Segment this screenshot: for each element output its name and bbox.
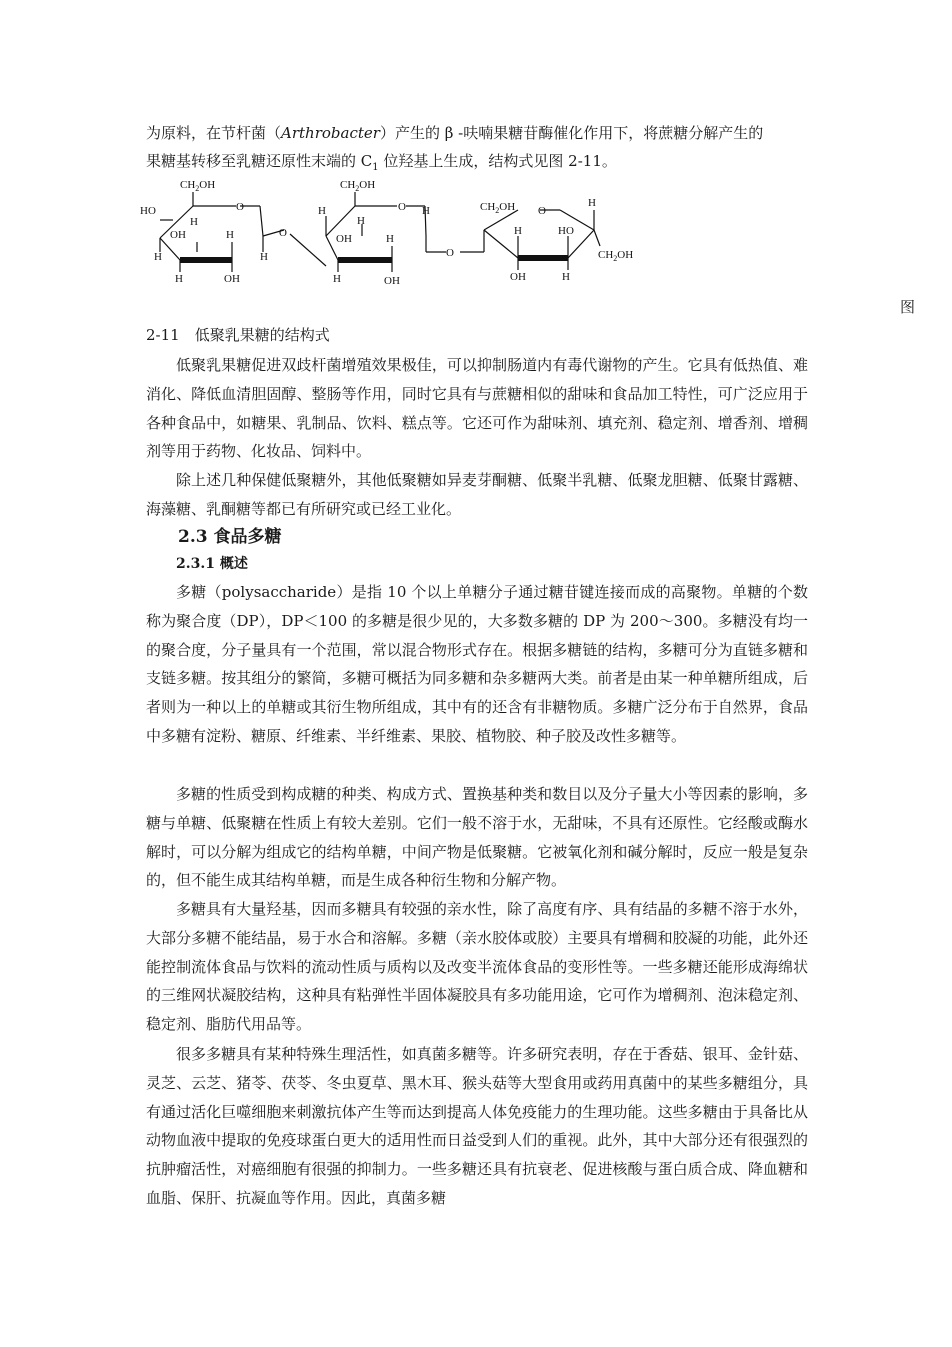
intro-italic-term: Arthrobacter: [281, 124, 380, 142]
paragraph-5: 多糖具有大量羟基，因而多糖具有较强的亲水性，除了高度有序、具有结晶的多糖不溶于水外，大部分多糖不能结晶，易于水合和溶解。多糖（亲水胶体或胶）主要具有增稠和胶凝的功能，此外还能控制流体食品与饮料的流动性质与质构以及改变半流体食品的变形性等。一些多糖还能形成海绵状的三维网状凝胶结构，这种具有粘弹性半固体凝胶具有多功能用途，它可作为增稠剂、泡沫稳定剂、稳定剂、脂肪代用品等。: [146, 900, 808, 1034]
paragraph-4: 多糖的性质受到构成糖的种类、构成方式、置换基种类和数目以及分子量大小等因素的影响，多糖与单糖、低聚糖在性质上有较大差别。它们一般不溶于水，无甜味，不具有还原性。它经酸或酶水解时，可以分解为组成它的结构单糖，中间产物是低聚糖。它被氧化剂和碱分解时，反应一般是复杂的，但不能生成其结构单糖，而是生成各种衍生物和分解产物。: [146, 785, 808, 890]
intro-text: 为原料，在节杆菌（: [146, 124, 282, 142]
ring1-h-bottom-label: H: [175, 273, 183, 285]
link-o-label: O: [446, 247, 454, 259]
ring1-h-inner-label: H: [190, 216, 198, 228]
intro-text: ）产生的 β -呋喃果糖苷酶催化作用下，将蔗糖分解产生的: [379, 124, 764, 142]
ring2-h-inner-label: H: [357, 215, 365, 227]
ring3-ch2oh-top-label: $CH_2OH$: [480, 201, 516, 215]
ring2-oh-bottom-label: OH: [384, 275, 400, 287]
ring3-h-inner-label: H: [514, 225, 522, 237]
ring3-ch2oh-right-label: $CH_2OH$: [598, 249, 634, 263]
ring1-ho-label: HO: [140, 205, 156, 217]
intro-text: 位羟基上生成，结构式见图 2-11。: [378, 152, 617, 170]
ring2-oh-inner-label: OH: [336, 233, 352, 245]
ring2-o-label: O: [398, 201, 406, 213]
ring2-h-right-top-label: H: [422, 205, 430, 217]
ring2-h-bottom-label: H: [333, 273, 341, 285]
intro-text: 果糖基转移至乳糖还原性末端的 C: [146, 152, 373, 170]
ring1-ch2oh-label: $CH_2OH$: [180, 179, 216, 193]
intro-line-1: [146, 122, 763, 143]
subsection-heading: 2.3.1 概述: [176, 556, 248, 572]
figure-label-word: 图: [900, 298, 916, 316]
figure-caption: 2-11 低聚乳果糖的结构式: [146, 326, 330, 344]
section-heading: 2.3 食品多糖: [178, 527, 282, 547]
intro-subscript: 1: [372, 162, 379, 173]
paragraph-1: 低聚乳果糖促进双歧杆菌增殖效果极佳，可以抑制肠道内有毒代谢物的产生。它具有低热值、难消化、降低血清胆固醇、整肠等作用，同时它具有与蔗糖相似的甜味和食品加工特性，可广泛应用于各种食品中，如糖果、乳制品、饮料、糕点等。它还可作为甜味剂、填充剂、稳定剂、增香剂、增稠剂等用于药物、化妆品、饲料中。: [146, 356, 808, 461]
paragraph-2: 除上述几种保健低聚糖外，其他低聚糖如异麦芽酮糖、低聚半乳糖、低聚龙胆糖、低聚甘露糖、海藻糖、乳酮糖等都已有所研究或已经工业化。: [146, 471, 808, 518]
ring3-ho-inner-label: HO: [558, 225, 574, 237]
ring3-o-label: O: [538, 205, 546, 217]
ring3-h-top-right-label: H: [588, 197, 596, 209]
bridge-o-label: O: [279, 227, 287, 239]
ring2-h-mid-label: H: [386, 233, 394, 245]
ring3-oh-bottom-label: OH: [510, 271, 526, 283]
ring2-h-left-top-label: H: [318, 205, 326, 217]
intro-line-2: [146, 150, 617, 173]
ring1-o-label: O: [236, 201, 244, 213]
ring3-h-bottom-label: H: [562, 271, 570, 283]
ring2-ch2oh-label: $CH_2OH$: [340, 179, 376, 193]
paragraph-6: 很多多糖具有某种特殊生理活性，如真菌多糖等。许多研究表明，存在于香菇、银耳、金针菇、灵芝、云芝、猪苓、茯苓、冬虫夏草、黑木耳、猴头菇等大型食用或药用真菌中的某些多糖组分，具有通过活化巨噬细胞来刺激抗体产生等而达到提高人体免疫能力的生理功能。这些多糖由于具备比从动物血液中提取的免疫球蛋白更大的适用性而日益受到人们的重视。此外，其中大部分还有很强烈的抗肿瘤活性，对癌细胞有很强的抑制力。一些多糖还具有抗衰老、促进核酸与蛋白质合成、降血糖和血脂、保肝、抗凝血等作用。因此，真菌多糖: [146, 1045, 808, 1207]
ring1-h-mid-label: H: [226, 229, 234, 241]
ring1-oh-inner-label: OH: [170, 229, 186, 241]
structure-diagram: [140, 172, 660, 292]
ring1-h-right-label: H: [260, 251, 268, 263]
ring1-h-left-label: H: [154, 251, 162, 263]
ring1-oh-bottom-label: OH: [224, 273, 240, 285]
paragraph-3: 多糖（polysaccharide）是指 10 个以上单糖分子通过糖苷键连接而成的高聚物。单糖的个数称为聚合度（DP），DP＜100 的多糖是很少见的，大多数多糖的 DP 为 200～300。多糖没有均一的聚合度，分子量具有一个范围，常以混合物形式存在。根据多糖链的结构，多糖可分为直链多糖和支链多糖。按其组分的繁简，多糖可概括为同多糖和杂多糖两大类。前者是由某一种单糖所组成，后者则为一种以上的单糖或其衍生物所组成，其中有的还含有非糖物质。多糖广泛分布于自然界，食品中多糖有淀粉、糖原、纤维素、半纤维素、果胶、植物胶、种子胶及改性多糖等。: [146, 583, 808, 745]
